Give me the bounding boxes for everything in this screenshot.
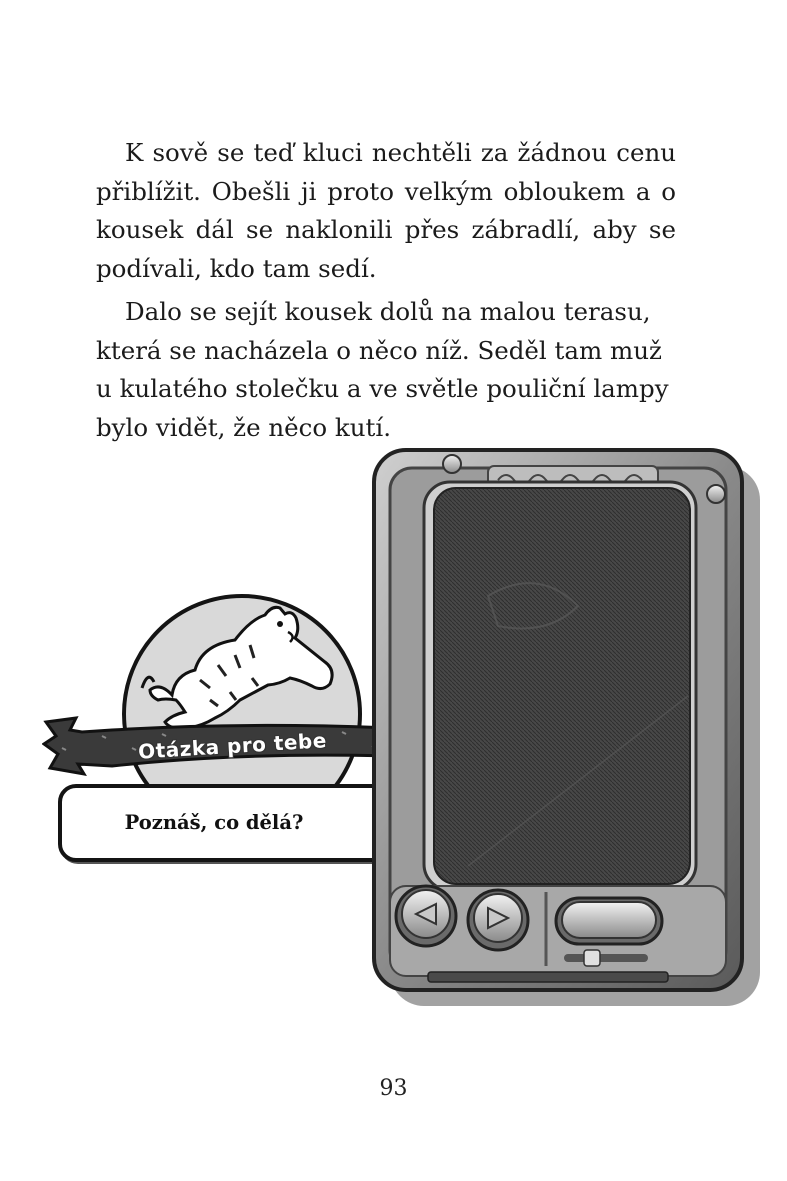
oval-button[interactable] [556, 898, 662, 944]
paragraph-2: Dalo se sejít kousek dolů na malou terasu, která se nacházela o něco níž. Seděl tam muž u kulatého stolečku a ve světle pouliční lampy bylo vidět, že něco kutí. [96, 297, 669, 442]
paragraph-1: K sově se teď kluci nechtěli za žádnou cenu přiblížit. Obešli ji proto velkým obloukem a o kousek dál se naklonili přes zábradlí, aby se podívali, kdo tam sedí. [96, 138, 676, 283]
story-text [96, 134, 676, 452]
page-number: 93 [379, 1076, 408, 1101]
right-arrow-icon[interactable] [468, 890, 528, 950]
handheld-device [368, 446, 768, 1012]
question-text: Poznáš, co dělá? [124, 811, 304, 834]
left-arrow-icon[interactable] [396, 886, 456, 946]
ribbon-label: Otázka pro tebe [137, 728, 328, 764]
